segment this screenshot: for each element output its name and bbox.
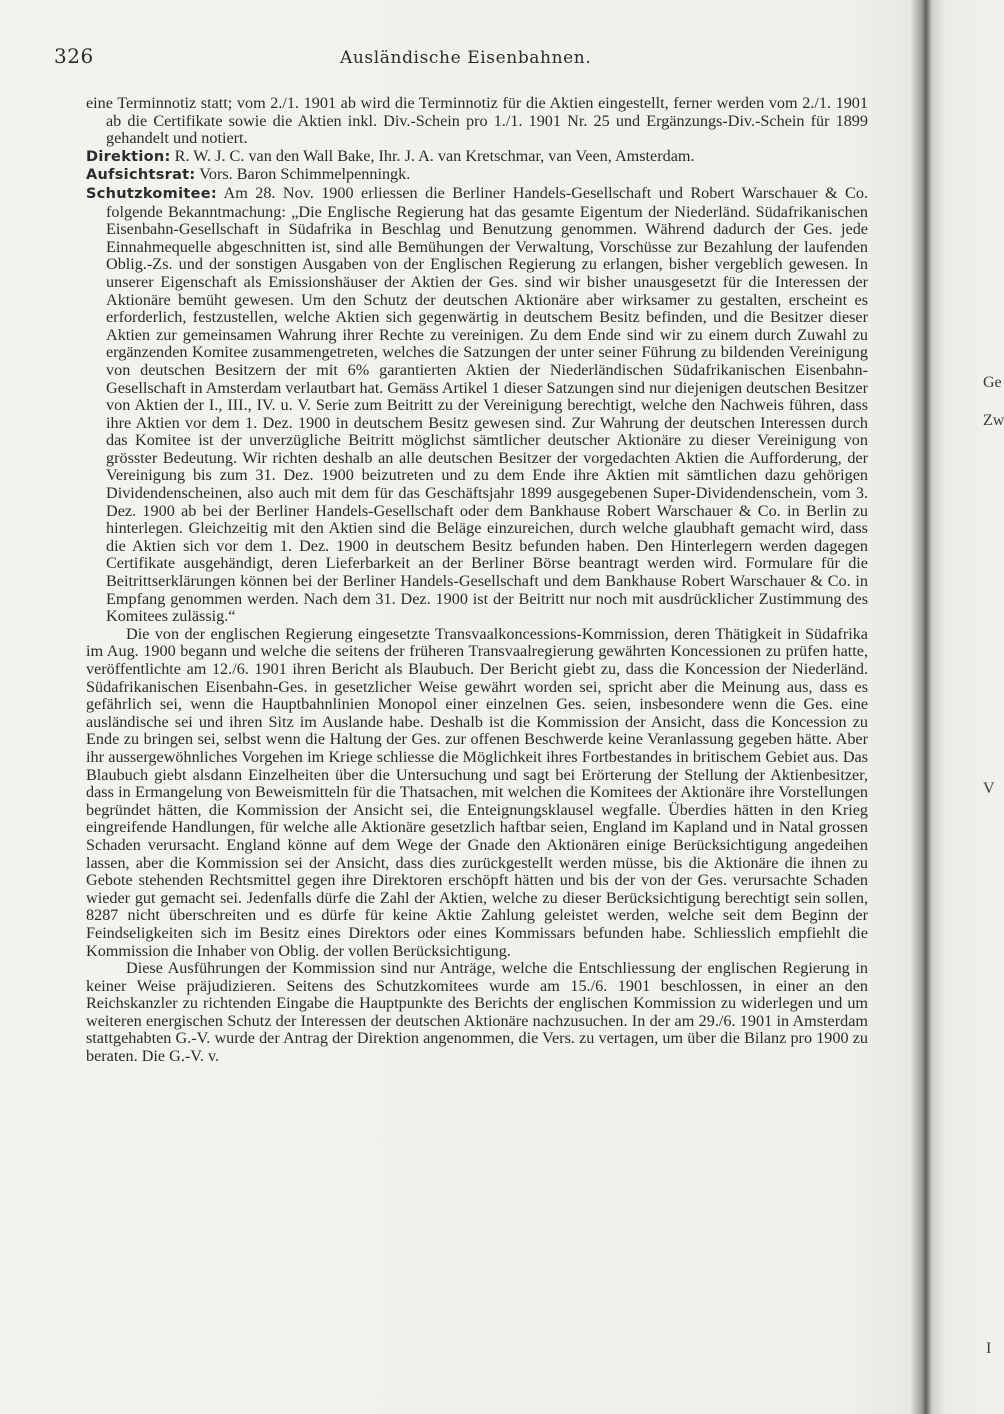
running-title: Ausländische Eisenbahnen. [340,48,592,68]
aufsichtsrat-label: Aufsichtsrat: [86,167,196,184]
adjacent-page-fragment: I [986,1340,992,1357]
aufsichtsrat-text: Vors. Baron Schimmelpenningk. [199,165,411,184]
direktion-label: Direktion: [86,148,171,165]
text-column [86,95,868,1066]
direktion-text: R. W. J. C. van den Wall Bake, Ihr. J. A. van Kretschmar, van Veen, Amsterdam. [174,146,695,165]
adjacent-page-fragment: V [983,780,995,797]
paragraph-kommission: Die von der englischen Regierung eingesetzte Transvaalkoncessions-Kommission, deren Thätigkeit in Südafrika im Aug. 1900 begann und welche die seitens der früheren Transvaalregierung gewährten Koncessionen zu prüfen hatte, veröffentlichte am 12./6. 1901 ihren Bericht als Blaubuch. Der Bericht giebt zu, dass die Koncession der Niederländ. Südafrikanischen Eisenbahn-Ges. in gesetzlicher Weise gewährt worden sei, spricht aber die Meinung aus, dass es gefährlich sei, wenn die Hauptbahnlinien Monopol einer einzelnen Ges. seien, insbesondere wenn die Ges. eine ausländische sei und ihren Sitz im Auslande habe. Deshalb ist die Kommission der Ansicht, dass die Koncession zu Ende zu bringen sei, selbst wenn die Haltung der Ges. zur offenen Beschwerde keine Veranlassung gegeben hätte. Aber ihr aussergewöhnliches Vorgehen im Kriege schliesse die Möglichkeit ihres Fortbestandes in britischem Gebiet aus. Das Blaubuch giebt alsdann Einzelheiten über die Untersuchung und sagt bei Erörterung der Stellung der Aktienbesitzer, dass in Ermangelung von Beweismitteln für die Thatsachen, mit welchen die Komitees der Aktionäre ihre Vorstellungen begründet hätten, die Kommission der Ansicht sei, die Enteignungsklausel wegfalle. Überdies hätten in den Krieg eingreifende Handlungen, für welche alle Aktionäre gesetzlich haftbar seien, England im Kapland und in Natal grossen Schaden verursacht. England könne auf dem Wege der Gnade den Aktionären einige Berücksichtigung angedeihen lassen, aber die Kommission sei der Ansicht, dass dies zurückgestellt werden müsse, bis die Aktionäre die ihnen zu Gebote stehenden Rechtsmittel gegen ihre Direktoren erschöpft hätten und bis der von der Ges. verursachte Schaden wieder gut gemacht sei. Jedenfalls dürfe die Zahl der Aktien, welche zu dieser Berücksichtigung berechtigt sein sollen, 8287 nicht überschreiten und es dürfe für keine Aktie Zahlung geleistet werden, welche seit dem Beginn der Feindseligkeiten sich im Besitz eines Direktors oder eines Kommissars befunden habe. Schliesslich empfiehlt die Kommission die Inhaber von Oblig. der vollen Berücksichtigung. [86,624,868,960]
paragraph-terminnotiz: eine Terminnotiz statt; vom 2./1. 1901 ab wird die Terminnotiz für die Aktien eingestellt, ferner werden vom 2./1. 1901 ab die Certifikate sowie die Aktien inkl. Div.-Schein pro 1./1. 1901 Nr. 25 und Ergänzungs-Div.-Schein für 1899 gehandelt und notiert. [86,94,868,148]
adjacent-page-fragment: Ge [983,374,1002,391]
schutzkomitee-text: Am 28. Nov. 1900 erliessen die Berliner Handels-Gesellschaft und Robert Warschauer & Co. folgende Bekanntmachung: „Die Englische Regierung hat das gesamte Eigentum der Niederländ. Südafrikanischen Eisenbahn-Gesellschaft in Südafrika in Beschlag und Benutzung genommen. Während dadurch der Ges. jede Einnahmequelle abgeschnitten ist, sind alle Bemühungen der Verwaltung, Vorschüsse zur Bezahlung der laufenden Oblig.-Zs. und der sonstigen Ausgaben von der Englischen Regierung zu erlangen, bisher vergeblich gewesen. In unserer Eigenschaft als Emissionshäuser der Aktien der Ges. sind wir bisher unausgesetzt für die Interessen der Aktionäre bemüht gewesen. Um den Schutz der deutschen Aktionäre aber wirksamer zu gestalten, erscheint es erforderlich, festzustellen, welche Aktien sich gegenwärtig in deutschem Besitz befinden, und die Besitzer dieser Aktien zur gemeinsamen Wahrung ihrer Rechte zu vereinigen. Zu dem Ende sind wir zu einem durch Zuwahl zu ergänzenden Komitee zusammengetreten, welches die Satzungen der unter seiner Führung zu bildenden Vereinigung von deutschen Besitzern der mit 6% garantierten Aktien der Niederländischen Südafrikanischen Eisenbahn-Gesellschaft in Amsterdam verlautbart hat. Gemäss Artikel 1 dieser Satzungen sind nur diejenigen deutschen Besitzer von Aktien der I., III., IV. u. V. Serie zum Beitritt zu der Vereinigung berechtigt, welche den Nachweis führen, dass ihre Aktien vor dem 1. Dez. 1900 in deutschem Besitz gewesen sind. Zur Wahrung der deutschen Interessen durch das Komitee ist der unverzügliche Beitritt möglichst sämtlicher deutscher Aktionäre zu dieser Vereinigung von grösster Bedeutung. Wir richten deshalb an alle deutschen Besitzer der vorgedachten Aktien die Aufforderung, der Vereinigung bis zum 31. Dez. 1900 beizutreten und zu dem Ende ihre Aktien mit sämtlichen dazu gehörigen Dividendenscheinen, also auch mit dem für das Geschäftsjahr 1899 ausgegebenen Super-Dividendenschein, vom 3. Dez. 1900 ab bei der Berliner Handels-Gesellschaft oder dem Bankhause Robert Warschauer & Co. in Berlin zu hinterlegen. Gleichzeitig mit den Aktien sind die Beläge einzureichen, durch welche glaubhaft gemacht wird, dass die Aktien sich vor dem 1. Dez. 1900 in deutschem Besitz befunden haben. Den Hinterlegern werden dagegen Certifikate ausgehändigt, deren Lieferbarkeit an der Berliner Börse beantragt werden wird. Formulare für die Beitrittserklärungen können bei der Berliner Handels-Gesellschaft und dem Bankhause Robert Warschauer & Co. in Empfang genommen werden. Nach dem 31. Dez. 1900 ist der Beitritt nur noch mit ausdrücklicher Zustimmung des Komitees zulässig.“ [106,183,868,626]
entry-direktion [86,148,868,167]
entry-schutzkomitee [86,185,868,626]
page-number: 326 [54,44,94,68]
adjacent-page-fragment: Zw [983,412,1004,429]
paragraph-ausfuehrungen: Diese Ausführungen der Kommission sind nur Anträge, welche die Entschliessung der englischen Regierung in keiner Weise präjudizieren. Seitens des Schutzkomitees wurde am 15./6. 1901 beschlossen, in einer an den Reichskanzler zu richtenden Eingabe die Hauptpunkte des Berichts der englischen Kommission zu widerlegen und um weiteren energischen Schutz der Interessen der deutschen Aktionäre nachzusuchen. In der am 29./6. 1901 in Amsterdam stattgehabten G.-V. wurde der Antrag der Direktion angenommen, die Vers. zu vertagen, um über die Bilanz pro 1900 zu beraten. Die G.-V. v. [86,959,868,1066]
schutzkomitee-label: Schutzkomitee: [86,185,217,202]
entry-aufsichtsrat [86,166,868,185]
